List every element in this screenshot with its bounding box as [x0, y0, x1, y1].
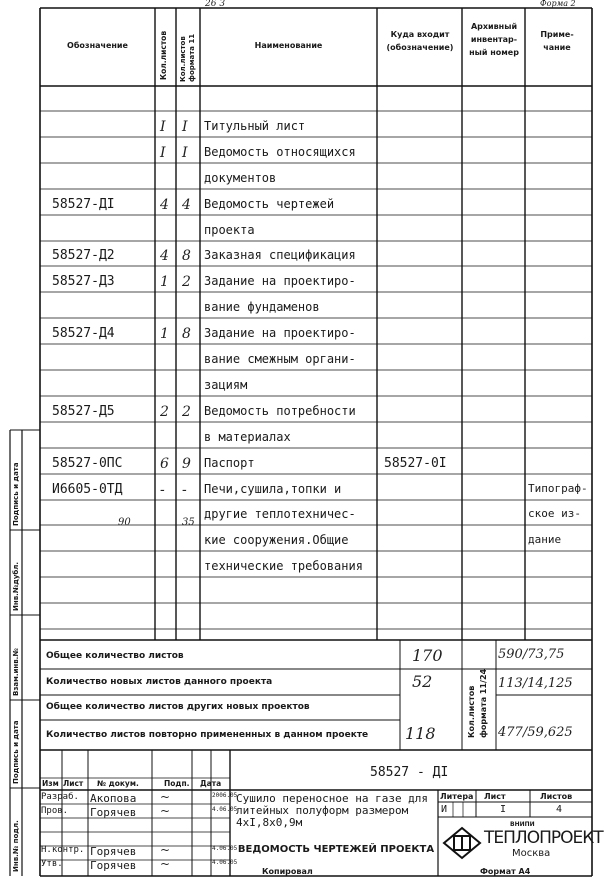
- designation-cell: 58527-Д5: [52, 404, 115, 419]
- name-cell: вание смежным органи-: [204, 352, 356, 366]
- sheets-cell: I: [160, 119, 166, 135]
- sheets-cell: 6: [160, 456, 169, 472]
- designation-cell: 58527-0ПС: [52, 456, 123, 471]
- role-label: Пров.: [41, 806, 69, 816]
- name-cell: Задание на проектиро-: [204, 326, 356, 340]
- total-sheets-label: Общее количество листов: [46, 651, 184, 661]
- row-scribble-a: 90: [118, 517, 131, 528]
- name-cell: кие сооружения.Общие: [204, 533, 349, 547]
- name-cell: Ведомость относящихся: [204, 145, 356, 159]
- reused-sheets-label: Количество листов повторно примененных в данном проекте: [46, 730, 369, 740]
- col-header-name: Наименование: [254, 41, 323, 50]
- format-count-label: Кол.листов формата 11/24: [467, 668, 488, 738]
- col-header-note: Приме- чание: [540, 30, 574, 52]
- col-header-belongs: Куда входит (обозначение): [386, 30, 454, 52]
- name-cell: другие теплотехничес-: [204, 507, 356, 521]
- name-cell: Ведомость потребности: [204, 404, 356, 418]
- note-cell: ское из-: [528, 507, 581, 520]
- reused-format-value: 477/59,625: [498, 725, 573, 740]
- designation-cell: И6605-0ТД: [52, 482, 123, 497]
- reused-sheets-value: 118: [405, 724, 436, 743]
- sheets-cell: 1: [160, 274, 169, 290]
- format-label: Формат А4: [480, 867, 531, 876]
- stamp-col-list: Лист: [63, 779, 84, 788]
- sheets-a11-cell: I: [182, 145, 188, 161]
- stamp-title: Сушило переносное на газе для литейных полуформ размером 4хI,8х0,9м: [236, 792, 429, 829]
- org-small: ВНИПИ: [510, 821, 535, 828]
- row-scribble-b: 35: [182, 517, 195, 528]
- role-date: 4.06.05: [212, 806, 238, 813]
- sheets-cell: 1: [160, 326, 169, 342]
- col-header-sheets: Кол.листов: [159, 30, 168, 80]
- stamp-lists: 4: [556, 804, 563, 815]
- stamp-col-izm: Изм: [42, 779, 59, 788]
- col-header-sheets-a11: Кол.листов формата 11: [179, 33, 196, 82]
- role-date: 2006.05: [212, 792, 238, 799]
- name-cell: Заказная спецификация: [204, 248, 356, 262]
- role-label: Утв.: [41, 859, 63, 869]
- side-label-sign-date-2: Подпись и дата: [12, 462, 20, 526]
- name-cell: вание фундаменов: [204, 300, 320, 314]
- name-cell: Паспорт: [204, 456, 255, 470]
- stamp-lists-label: Листов: [540, 792, 573, 801]
- teploproekt-logo-icon: [442, 826, 482, 860]
- sheets-a11-cell: 2: [182, 404, 191, 420]
- name-cell: документов: [204, 171, 277, 185]
- top-scribble: 26 3: [205, 0, 226, 9]
- role-name: Горячев: [90, 845, 137, 858]
- role-name: Горячев: [90, 859, 137, 872]
- total-format-value: 590/73,75: [498, 647, 565, 662]
- role-date: 4.06.05: [212, 859, 238, 866]
- new-sheets-label: Количество новых листов данного проекта: [46, 677, 273, 687]
- signature-mark: ~: [160, 804, 171, 818]
- role-date: 4.06.05: [212, 845, 238, 852]
- designation-cell: 58527-ДI: [52, 197, 115, 212]
- side-label-sign-date-1: Подпись и дата: [12, 720, 20, 784]
- side-label-orig-inv: Инв.№ подл.: [12, 820, 20, 872]
- total-sheets-value: 170: [412, 646, 443, 665]
- name-cell: Ведомость чертежей: [204, 197, 335, 211]
- stamp-list: I: [500, 804, 507, 815]
- org-city: Москва: [512, 848, 551, 859]
- sheets-a11-cell: -: [182, 482, 187, 498]
- name-cell: технические требования: [204, 559, 363, 573]
- role-name: Акопова: [90, 792, 137, 805]
- name-cell: зациям: [204, 378, 248, 392]
- sheets-a11-cell: 8: [182, 248, 191, 264]
- stamp-list-label: Лист: [484, 792, 506, 801]
- stamp-litera: И: [441, 804, 448, 815]
- sheets-a11-cell: 8: [182, 326, 191, 342]
- new-sheets-value: 52: [412, 672, 433, 691]
- stamp-litera-label: Литера: [440, 792, 474, 801]
- sheets-cell: -: [160, 482, 165, 498]
- stamp-col-doc: № докум.: [97, 779, 139, 788]
- signature-mark: ~: [160, 790, 171, 804]
- other-sheets-label: Общее количество листов других новых проектов: [46, 702, 310, 712]
- name-cell: проекта: [204, 223, 255, 237]
- role-label: Н.контр.: [41, 845, 85, 855]
- side-label-dup-inv: Инв.№дубл.: [12, 561, 20, 611]
- col-header-designation: Обозначение: [67, 41, 128, 50]
- designation-cell: 58527-Д4: [52, 326, 115, 341]
- sheets-a11-cell: 9: [182, 456, 191, 472]
- belongs-to-cell: 58527-0I: [384, 456, 447, 471]
- side-label-replace-inv: Взам.инв.№: [12, 648, 20, 696]
- designation-cell: 58527-Д2: [52, 248, 115, 263]
- role-label: Разраб.: [41, 792, 79, 802]
- form-mark: Форма 2: [540, 0, 576, 8]
- designation-cell: 58527-Д3: [52, 274, 115, 289]
- note-cell: Типограф-: [528, 482, 588, 495]
- stamp-col-date: Дата: [200, 779, 222, 788]
- sheets-cell: 2: [160, 404, 169, 420]
- sheets-a11-cell: 4: [182, 197, 191, 213]
- role-name: Горячев: [90, 806, 137, 819]
- sheets-cell: I: [160, 145, 166, 161]
- stamp-doc-code: 58527 - ДI: [370, 765, 449, 780]
- signature-mark: ~: [160, 857, 171, 871]
- copied-label: Копировал: [262, 867, 313, 876]
- name-cell: Задание на проектиро-: [204, 274, 356, 288]
- name-cell: Печи,сушила,топки и: [204, 482, 342, 496]
- signature-mark: ~: [160, 843, 171, 857]
- sheets-a11-cell: 2: [182, 274, 191, 290]
- sheets-cell: 4: [160, 197, 169, 213]
- sheets-a11-cell: I: [182, 119, 188, 135]
- new-format-value: 113/14,125: [498, 676, 573, 691]
- name-cell: Титульный лист: [204, 119, 306, 133]
- stamp-col-sign: Подп.: [164, 779, 190, 788]
- sheets-cell: 4: [160, 248, 169, 264]
- stamp-subtitle: ВЕДОМОСТЬ ЧЕРТЕЖЕЙ ПРОЕКТА: [237, 844, 435, 855]
- name-cell: в материалах: [204, 430, 291, 444]
- note-cell: дание: [528, 533, 562, 546]
- col-header-archive: Архивный инвентар- ный номер: [469, 22, 519, 57]
- org-name: ТЕПЛОПРОЕКТ: [484, 828, 603, 848]
